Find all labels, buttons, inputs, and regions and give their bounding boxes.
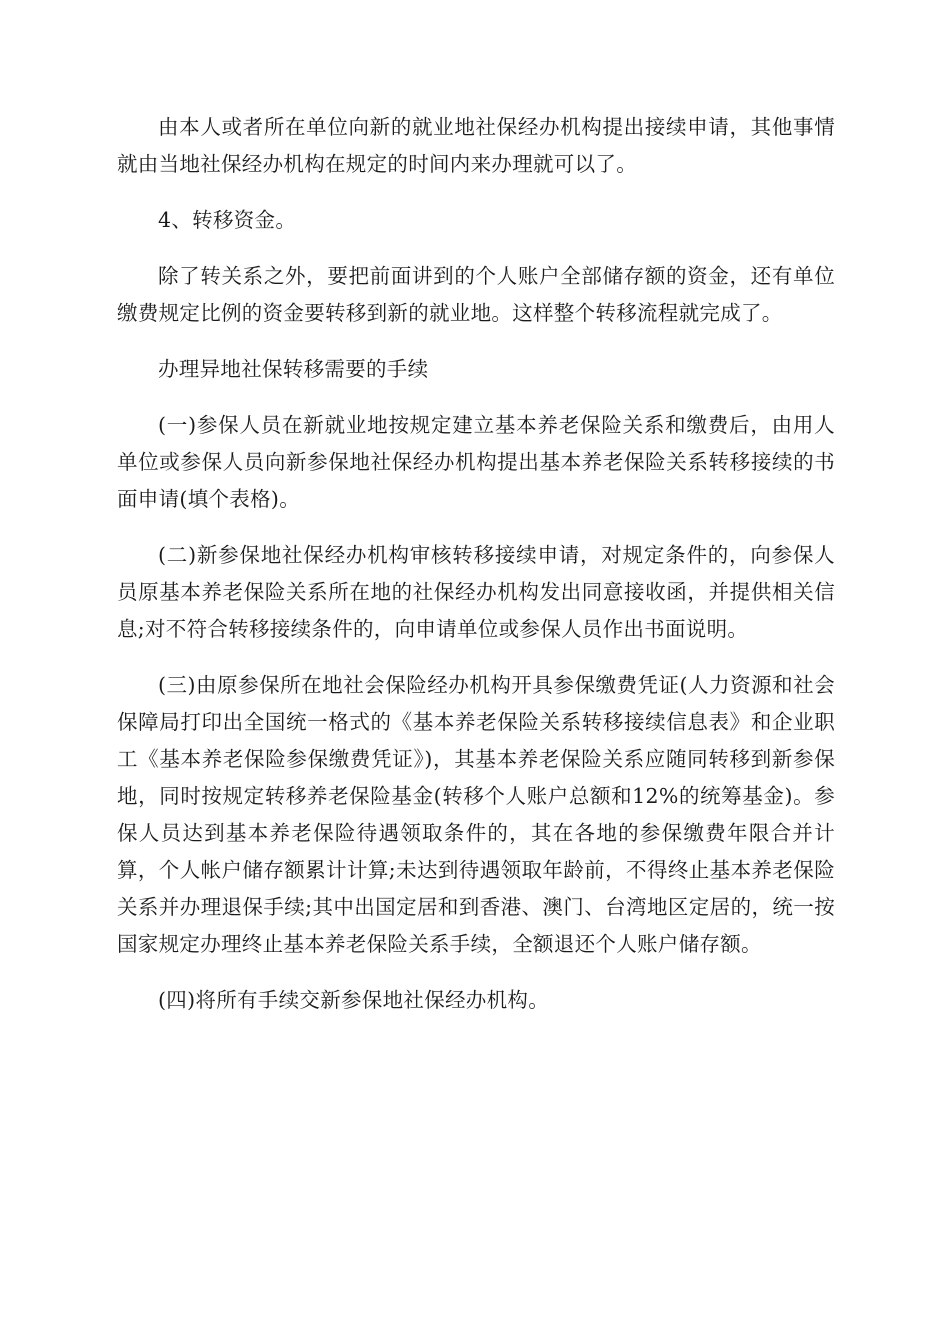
paragraph-transfer-funds: 除了转关系之外，要把前面讲到的个人账户全部储存额的资金，还有单位缴费规定比例的资金要转移到新的就业地。这样整个转移流程就完成了。 bbox=[117, 264, 835, 325]
paragraph-procedure-1: (一)参保人员在新就业地按规定建立基本养老保险关系和缴费后，由用人单位或参保人员向新参保地社保经办机构提出基本养老保险关系转移接续的书面申请(填个表格)。 bbox=[117, 413, 835, 511]
document-body bbox=[117, 109, 835, 1038]
paragraph-step-4-heading: 4、转移资金。 bbox=[158, 208, 297, 232]
paragraph-apply-continuation: 由本人或者所在单位向新的就业地社保经办机构提出接续申请，其他事情就由当地社保经办机构在规定的时间内来办理就可以了。 bbox=[117, 115, 835, 176]
paragraph-procedure-2: (二)新参保地社保经办机构审核转移接续申请，对规定条件的，向参保人员原基本养老保险关系所在地的社保经办机构发出同意接收函，并提供相关信息;对不符合转移接续条件的，向申请单位或参保人员作出书面说明。 bbox=[117, 543, 835, 641]
paragraph-procedure-3: (三)由原参保所在地社会保险经办机构开具参保缴费凭证(人力资源和社会保障局打印出全国统一格式的《基本养老保险关系转移接续信息表》和企业职工《基本养老保险参保缴费凭证》)，其基本养老保险关系应随同转移到新参保地，同时按规定转移养老保险基金(转移个人账户总额和12%的统筹基金)。参保人员达到基本养老保险待遇领取条件的，其在各地的参保缴费年限合并计算，个人帐户储存额累计计算;未达到待遇领取年龄前，不得终止基本养老保险关系并办理退保手续;其中出国定居和到香港、澳门、台湾地区定居的，统一按国家规定办理终止基本养老保险关系手续，全额退还个人账户储存额。 bbox=[117, 673, 835, 956]
section-heading-procedures: 办理异地社保转移需要的手续 bbox=[158, 357, 429, 381]
paragraph-procedure-4: (四)将所有手续交新参保地社保经办机构。 bbox=[158, 988, 549, 1012]
